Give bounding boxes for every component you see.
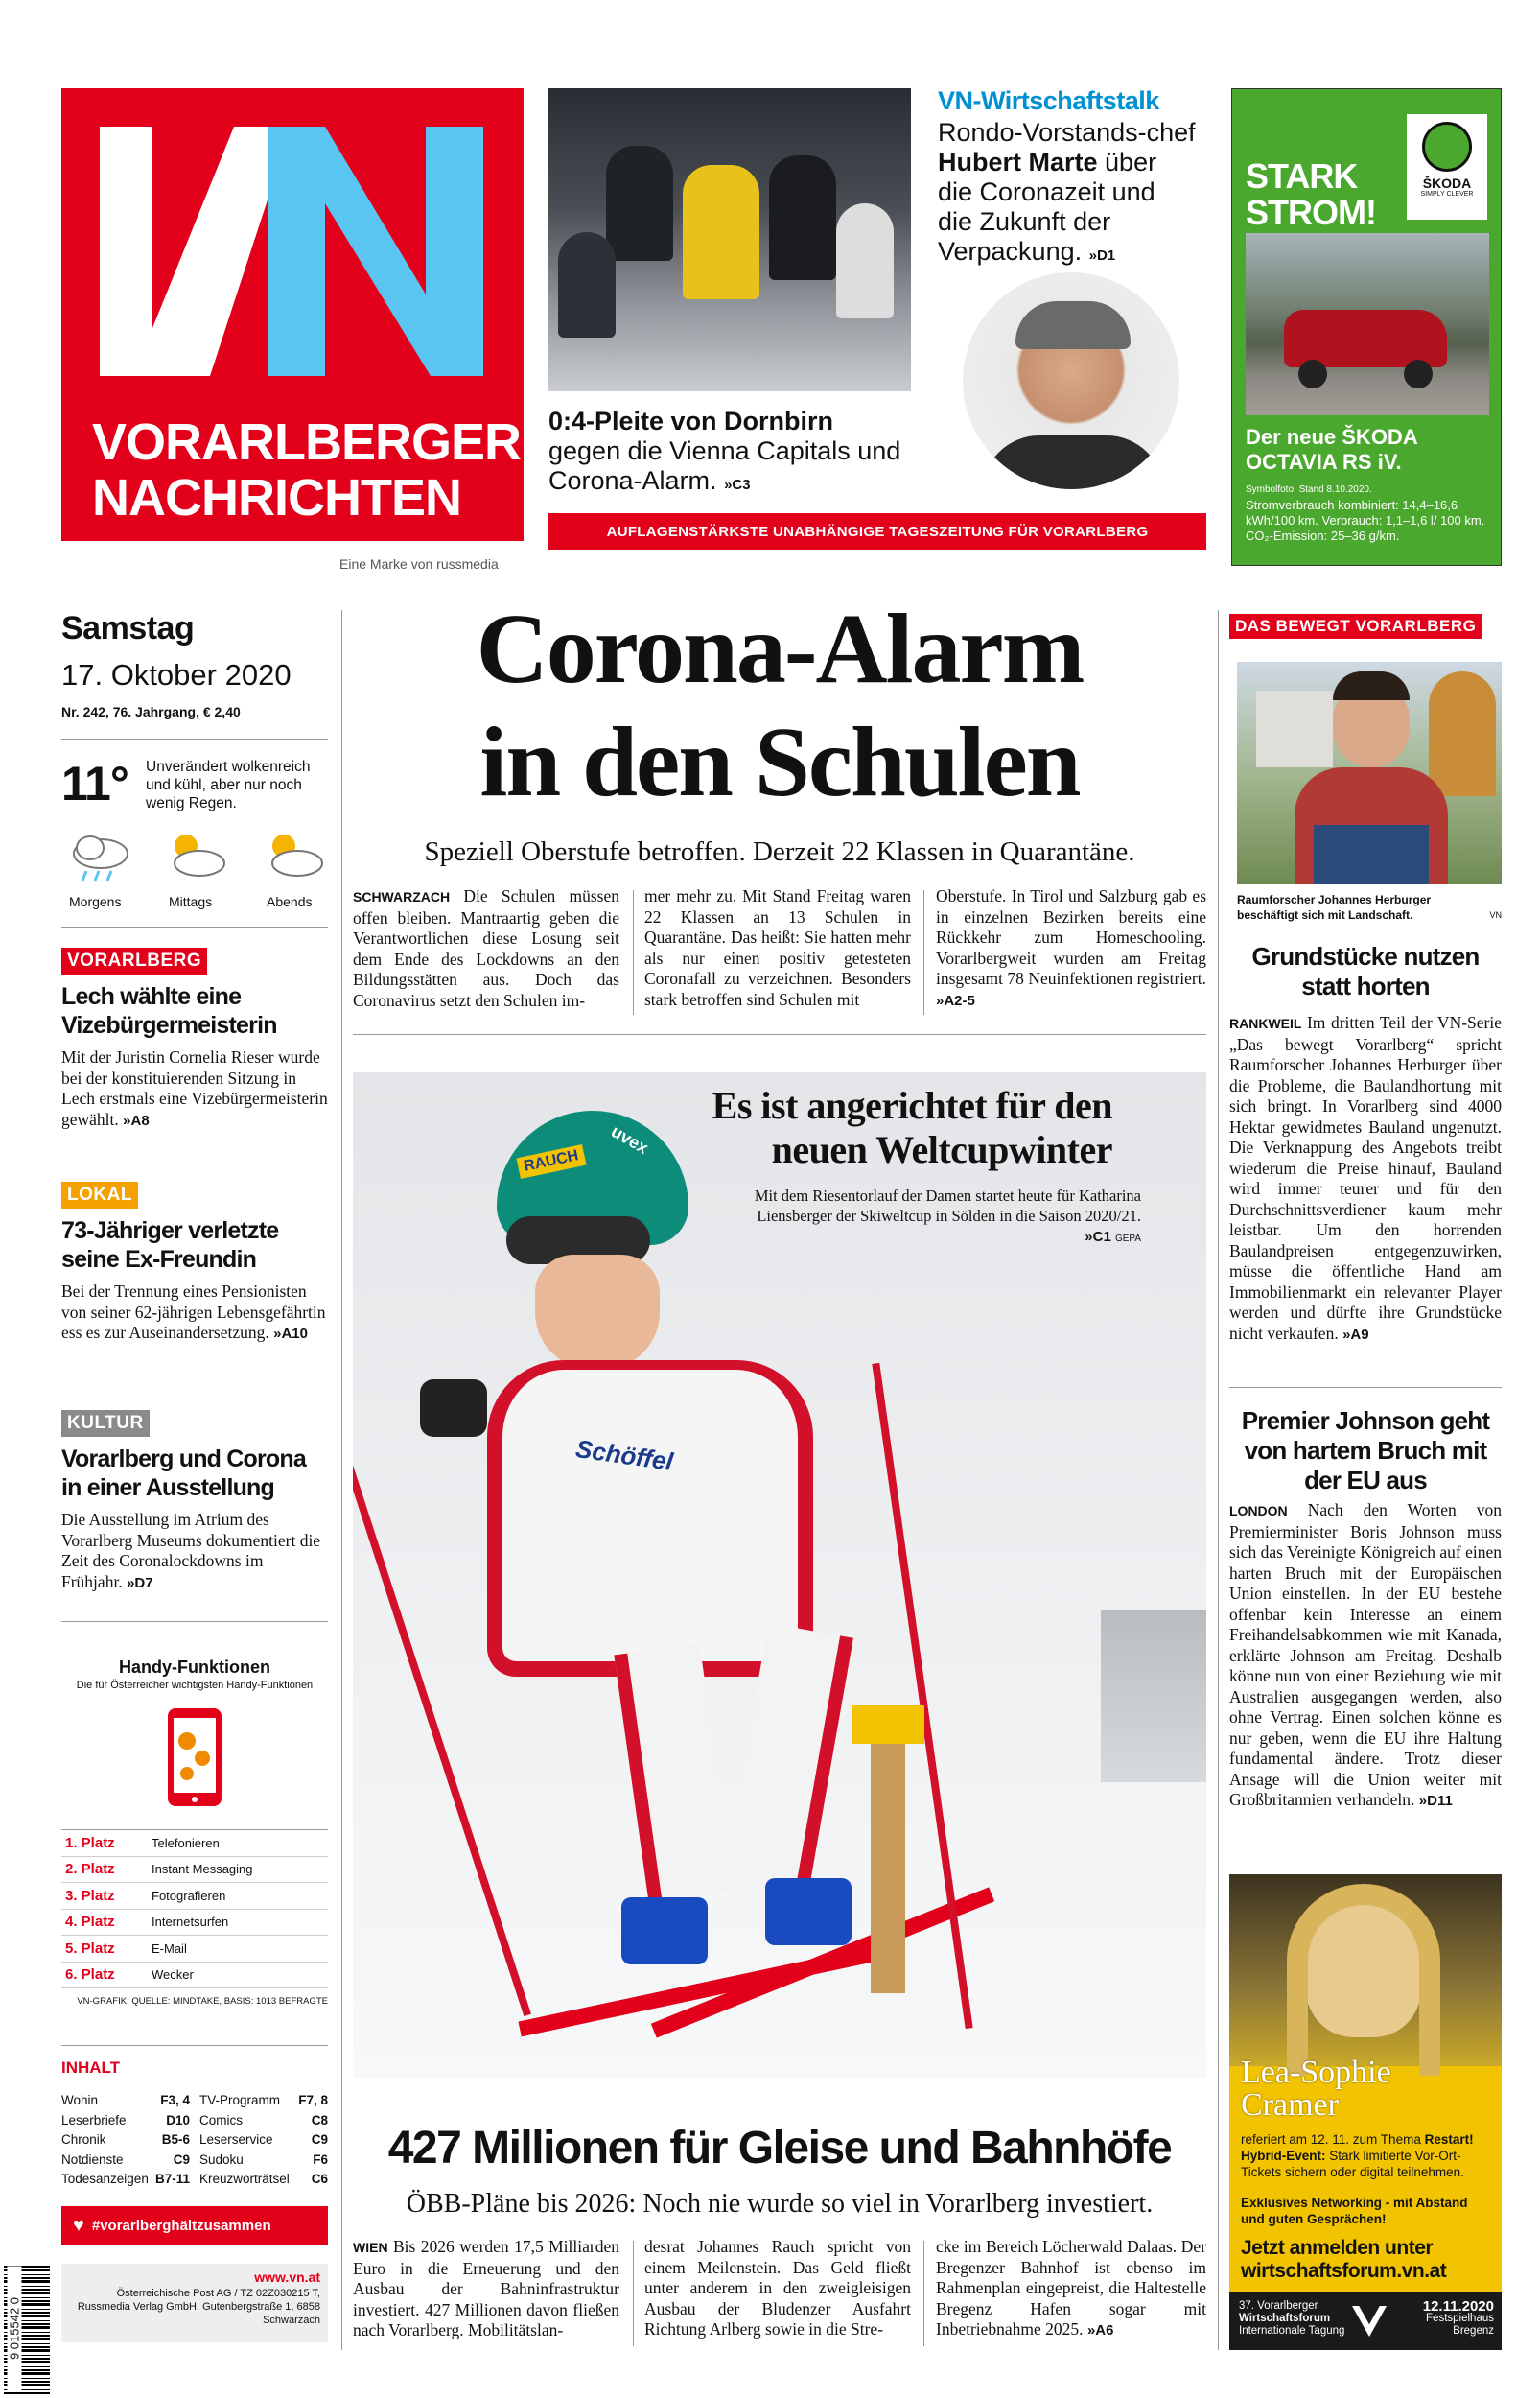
johnson-text: Nach den Worten von Premierminister Boris Johnson muss sich das Vereinigte Königreich auf einen harten Bruch mit der Europäischen Union einstellen. In der EU bestehe offenbar kein Interesse an einem Freihandelsabkommen wie mit Kanada, erklärte Johnson am Freitag. Deshalb könne nun von einer Beziehung wie mit Australien ausgegangen werden, also ohne Vertrag. Einen solchen könne es nur geben, wenn die EU ihre Haltung fundamental ändere. Trotz dieser Ansage will die Union weiter mit Großbritannien verhandeln. xyxy=(1229,1500,1502,1809)
handy-row: 4. Platz Internetsurfen xyxy=(61,1910,328,1937)
forum-footer xyxy=(1229,2292,1502,2350)
skoda-headline: STARK STROM! xyxy=(1246,156,1376,232)
handy-row: 3. Platz Fotografieren xyxy=(61,1883,328,1910)
inhalt-title: INHALT xyxy=(61,2058,121,2077)
johnson-headline[interactable]: Premier Johnson geht von hartem Bruch mit der EU aus xyxy=(1241,1406,1490,1494)
barcode-number: 9 015542 0 xyxy=(8,2267,22,2391)
forum-footer-place: Festspielhaus Bregenz xyxy=(1426,2313,1494,2337)
business-teaser[interactable] xyxy=(938,86,1197,270)
inhalt-item[interactable]: Kreuzworträtsel C6 xyxy=(199,2172,328,2186)
johnson-dateline: LONDON xyxy=(1229,1503,1288,1518)
story-headline: Lech wählte eine Vizebürgermeisterin xyxy=(61,983,277,1039)
lead-col-2: mer mehr zu. Mit Stand Freitag waren 22 Klassen an 13 Schulen in Quarantäne. Das heißt: Sie hatten mehr als nur einen positiv getesteten Coronafall zu verzeichnen. Besonders stark betroffen sind Schulen mit xyxy=(644,886,911,1009)
hashtag-bar[interactable] xyxy=(61,2206,328,2245)
ski-ref: »C1 xyxy=(1085,1229,1111,1245)
inhalt-item[interactable]: Sudoku F6 xyxy=(199,2151,328,2167)
sun-cloud-icon-midday xyxy=(161,827,228,884)
forum-ad[interactable] xyxy=(1229,1874,1502,2350)
skoda-model: Der neue ŠKODA OCTAVIA RS iV. xyxy=(1246,425,1417,474)
business-ref: »D1 xyxy=(1088,247,1116,264)
vn-logo-icon xyxy=(61,88,524,414)
tag-kultur: KULTUR xyxy=(61,1410,150,1437)
rail-col-1: Bis 2026 werden 17,5 Milliarden Euro in die Erneuerung und den Ausbau der Bahninfrastruktur investiert. 427 Millionen davon fließen nach Vorarlberg. Mobilitätslan- xyxy=(353,2237,619,2339)
heart-icon: ♥ xyxy=(73,2214,84,2236)
inhalt-item[interactable]: Leserservice C9 xyxy=(199,2132,328,2147)
story-ref: »A8 xyxy=(123,1112,150,1129)
issue: Nr. 242, 76. Jahrgang, € 2,40 xyxy=(61,704,241,719)
weather-text: Unverändert wolkenreich und kühl, aber nur noch wenig Regen. xyxy=(146,759,311,811)
inhalt-item[interactable]: Todesanzeigen B7-11 xyxy=(61,2172,190,2186)
rain-cloud-icon xyxy=(67,827,134,884)
handy-title: Handy-Funktionen xyxy=(119,1657,270,1677)
forum-cta[interactable]: Jetzt anmelden unter wirtschaftsforum.vn.at xyxy=(1241,2237,1447,2282)
right-story-text: Im dritten Teil der VN-Serie „Das bewegt Vorarlberg“ spricht Raumforscher Johannes Herburger über die Probleme, die Baulandhortung mit sich bringt. In Vorarlberg sind 4000 Hektar gewidmetes Bauland ungenutzt. Die Verknappung des Angebots treibt wiederum die Preise hinauf, Bauland wird immer teurer und für den Durchschnittsverdiener kaum mehr leistbar. Um den horrenden Baulandpreisen entgegenzuwirken, müsse die öffentliche Hand am Immobilienmarkt ein relevanter Player werden und dürfte ihre Grundstücke nicht verkaufen. xyxy=(1229,1013,1502,1343)
sport-teaser[interactable] xyxy=(548,407,911,500)
right-story-headline[interactable]: Grundstücke nutzen statt horten xyxy=(1251,942,1480,1000)
story-headline: 73-Jähriger verletzte seine Ex-Freundin xyxy=(61,1217,279,1273)
slot-morning: Morgens xyxy=(69,894,122,909)
skoda-logo-icon xyxy=(1422,122,1472,172)
handy-row: 1. Platz Telefonieren xyxy=(61,1830,328,1857)
brand-note: Eine Marke von russmedia xyxy=(339,556,499,572)
phone-gears-icon xyxy=(164,1704,225,1810)
handy-row: 5. Platz E-Mail xyxy=(61,1936,328,1963)
handy-row: 2. Platz Instant Messaging xyxy=(61,1857,328,1884)
story-headline: Vorarlberg und Corona in einer Ausstellung xyxy=(61,1446,306,1501)
herburger-caption-2: beschäftigt sich mit Landschaft. xyxy=(1237,908,1413,922)
rail-col-3: cke im Bereich Löcherwald Dalaas. Der Bregenzer Bahnhof ist ebenso im Rahmenplan eingepreist, die Haltestelle Bregenz Hafen sogar mit Inbetriebnahme 2025. xyxy=(936,2237,1206,2339)
forum-text-3: Exklusives Networking - mit Abstand und guten Gesprächen! xyxy=(1241,2196,1468,2226)
herburger-caption-1: Raumforscher Johannes Herburger xyxy=(1237,893,1432,906)
forum-footer-3: Internationale Tagung xyxy=(1239,2325,1345,2337)
inhalt-item[interactable]: Notdienste C9 xyxy=(61,2151,190,2167)
masthead-logo[interactable] xyxy=(61,88,524,541)
business-kicker: VN-Wirtschaftstalk xyxy=(938,86,1159,115)
left-story-kultur[interactable] xyxy=(61,1410,328,1593)
lead-dateline: SCHWARZACH xyxy=(353,889,451,905)
skoda-ad[interactable] xyxy=(1231,88,1502,566)
lead-col-1: Die Schulen müssen offen bleiben. Mantraartig geben die Verantwortlichen diese Losung seit dem Ende des Lockdowns an den Bildungsstätten aus. Doch das Coronavirus setzt den Schulen im- xyxy=(353,886,619,1010)
tagline-bar xyxy=(548,513,1206,550)
weekday: Samstag xyxy=(61,610,195,647)
forum-logo-icon xyxy=(1352,2306,1387,2337)
business-name: Hubert Marte xyxy=(938,148,1098,176)
inhalt-item[interactable]: Chronik B5-6 xyxy=(61,2132,190,2147)
lead-col-3: Oberstufe. In Tirol und Salzburg gab es in einzelnen Bezirken bereits eine Rückkehr zum Homeschooling. Vorarlbergweit wurden am Freitag insgesamt 78 Neuinfektionen registriert. xyxy=(936,886,1206,988)
imprint-text: Österreichische Post AG / TZ 02Z030215 T, Russmedia Verlag GmbH, Gutenbergstraße 1, 6858 Schwarzach xyxy=(77,2288,320,2326)
slot-evening: Abends xyxy=(267,894,313,909)
rail-dateline: WIEN xyxy=(353,2240,388,2255)
suit-sponsor: Schöffel xyxy=(573,1434,675,1476)
skoda-logo-box xyxy=(1407,114,1487,220)
rail-col-2: desrat Johannes Rauch spricht von einem Meilenstein. Das Geld fließt unter anderem in den zweigleisigen Ausbau der Bludenzer Ausfahrt Richtung Arlberg sowie in die Stre- xyxy=(644,2237,911,2339)
herburger-credit: VN xyxy=(1489,910,1502,920)
lead-subhead: Speziell Oberstufe betroffen. Derzeit 22 Klassen in Quarantäne. xyxy=(424,836,1135,867)
rail-ref: »A6 xyxy=(1086,2322,1114,2339)
handy-source: VN-GRAFIK, QUELLE: MINDTAKE, BASIS: 1013 BEFRAGTE xyxy=(77,1996,328,2007)
forum-footer-1: 37. Vorarlberger xyxy=(1239,2300,1318,2312)
sun-cloud-icon-evening xyxy=(259,827,326,884)
sport-teaser-text: gegen die Vienna Capitals und Corona-Alarm. xyxy=(548,436,901,495)
helmet-sponsor-1: RAUCH xyxy=(516,1144,586,1179)
rail-subhead: ÖBB-Pläne bis 2026: Noch nie wurde so viel in Vorarlberg investiert. xyxy=(406,2189,1154,2219)
hockey-photo[interactable] xyxy=(548,88,911,391)
tag-das-bewegt: DAS BEWEGT VORARLBERG xyxy=(1229,614,1482,639)
forum-text-2b: Hybrid-Event: xyxy=(1241,2149,1326,2163)
sport-teaser-ref: »C3 xyxy=(724,477,751,493)
handy-infographic xyxy=(61,1657,328,2007)
marte-portrait xyxy=(963,272,1179,489)
forum-text-1: referiert am 12. 11. zum Thema xyxy=(1241,2132,1425,2147)
tagline-text: AUFLAGENSTÄRKSTE UNABHÄNGIGE TAGESZEITUNG FÜR VORARLBERG xyxy=(606,523,1149,540)
skoda-car-photo xyxy=(1246,233,1489,415)
left-story-lokal[interactable] xyxy=(61,1182,328,1345)
business-text-2: über die Coronazeit und die Zukunft der Verpackung. xyxy=(938,148,1157,266)
weather-icons xyxy=(61,827,328,913)
ski-credit: GEPA xyxy=(1114,1234,1141,1244)
forum-text-2: Stark limitierte Vor-Ort-Tickets sichern oder digital teilnehmen. xyxy=(1241,2149,1464,2179)
helmet-sponsor-2: uvex xyxy=(607,1121,652,1158)
story-ref: »D7 xyxy=(127,1574,153,1591)
imprint xyxy=(61,2264,328,2342)
masthead-title-1: VORARLBERGER xyxy=(92,413,522,471)
inhalt-item[interactable]: TV-Programm F7, 8 xyxy=(199,2093,328,2107)
cramer-name-1: Lea-Sophie xyxy=(1241,2055,1391,2090)
forum-footer-2: Wirtschaftsforum xyxy=(1239,2313,1331,2324)
slot-midday: Mittags xyxy=(169,894,213,909)
forum-text-1b: Restart! xyxy=(1424,2132,1474,2147)
masthead-title-2: NACHRICHTEN xyxy=(92,469,461,527)
skoda-brand-sub: SIMPLY CLEVER xyxy=(1420,191,1474,198)
handy-ranking xyxy=(61,1829,328,1988)
cramer-photo xyxy=(1229,1874,1502,2066)
temperature: 11° xyxy=(61,757,128,811)
story-text: Die Ausstellung im Atrium des Vorarlberg Museums dokumentiert die Zeit des Coronalockdowns im Frühjahr. xyxy=(61,1510,321,1591)
date: 17. Oktober 2020 xyxy=(61,658,292,692)
inhalt-box xyxy=(61,2058,328,2190)
forum-footer-date: 12.11.2020 xyxy=(1422,2298,1494,2315)
handy-subtitle: Die für Österreicher wichtigsten Handy-Funktionen xyxy=(76,1680,314,1691)
inhalt-item[interactable]: Comics C8 xyxy=(199,2112,328,2128)
lead-headline-1[interactable]: Corona-Alarm xyxy=(476,594,1084,704)
inhalt-item[interactable]: Leserbriefe D10 xyxy=(61,2112,190,2128)
ski-headline-2: neuen Weltcupwinter xyxy=(771,1128,1112,1171)
skoda-fine-2: Stromverbrauch kombiniert: 14,4–16,6 kWh/100 km. Verbrauch: 1,1–1,6 l/ 100 km. CO₂-Emission: 25–36 g/km. xyxy=(1246,498,1485,543)
tag-lokal: LOKAL xyxy=(61,1182,138,1209)
ski-headline[interactable] xyxy=(614,1084,1112,1172)
story-ref: »A10 xyxy=(273,1326,308,1342)
ski-caption: Mit dem Riesentorlauf der Damen startet heute für Katharina Liensberger der Skiweltcup in Sölden in die Saison 2020/21. xyxy=(754,1187,1141,1225)
handy-row: 6. Platz Wecker xyxy=(61,1963,328,1989)
sport-teaser-headline: 0:4-Pleite von Dornbirn xyxy=(548,407,834,435)
herburger-photo[interactable] xyxy=(1237,662,1502,884)
johnson-ref: »D11 xyxy=(1418,1793,1453,1809)
imprint-url[interactable]: www.vn.at xyxy=(254,2269,320,2285)
rail-headline[interactable]: 427 Millionen für Gleise und Bahnhöfe xyxy=(387,2123,1172,2174)
ski-headline-1: Es ist angerichtet für den xyxy=(712,1084,1112,1127)
lead-ref: »A2-5 xyxy=(936,992,975,1009)
right-story-dateline: RANKWEIL xyxy=(1229,1016,1302,1031)
skoda-fine-1: Symbolfoto. Stand 8.10.2020. xyxy=(1246,484,1372,495)
business-text-1: Rondo-Vorstands-chef xyxy=(938,118,1196,147)
skoda-brand: ŠKODA xyxy=(1422,176,1472,191)
right-story-ref: »A9 xyxy=(1342,1326,1369,1343)
story-text: Mit der Juristin Cornelia Rieser wurde bei der konstituierenden Sitzung in Lech erstmals eine Vizebürgermeisterin gewählt. xyxy=(61,1047,328,1129)
inhalt-item[interactable]: Wohin F3, 4 xyxy=(61,2093,190,2107)
lead-headline-2[interactable]: in den Schulen xyxy=(479,707,1080,817)
cramer-name-2: Cramer xyxy=(1241,2087,1339,2123)
left-story-vorarlberg[interactable] xyxy=(61,948,328,1131)
story-text: Bei der Trennung eines Pensionisten von seiner 62-jährigen Lebensgefährtin ess es zur Auseinandersetzung. xyxy=(61,1281,326,1342)
hashtag-text: #vorarlberghältzusammen xyxy=(91,2217,271,2234)
tag-vorarlberg: VORARLBERG xyxy=(61,948,207,975)
